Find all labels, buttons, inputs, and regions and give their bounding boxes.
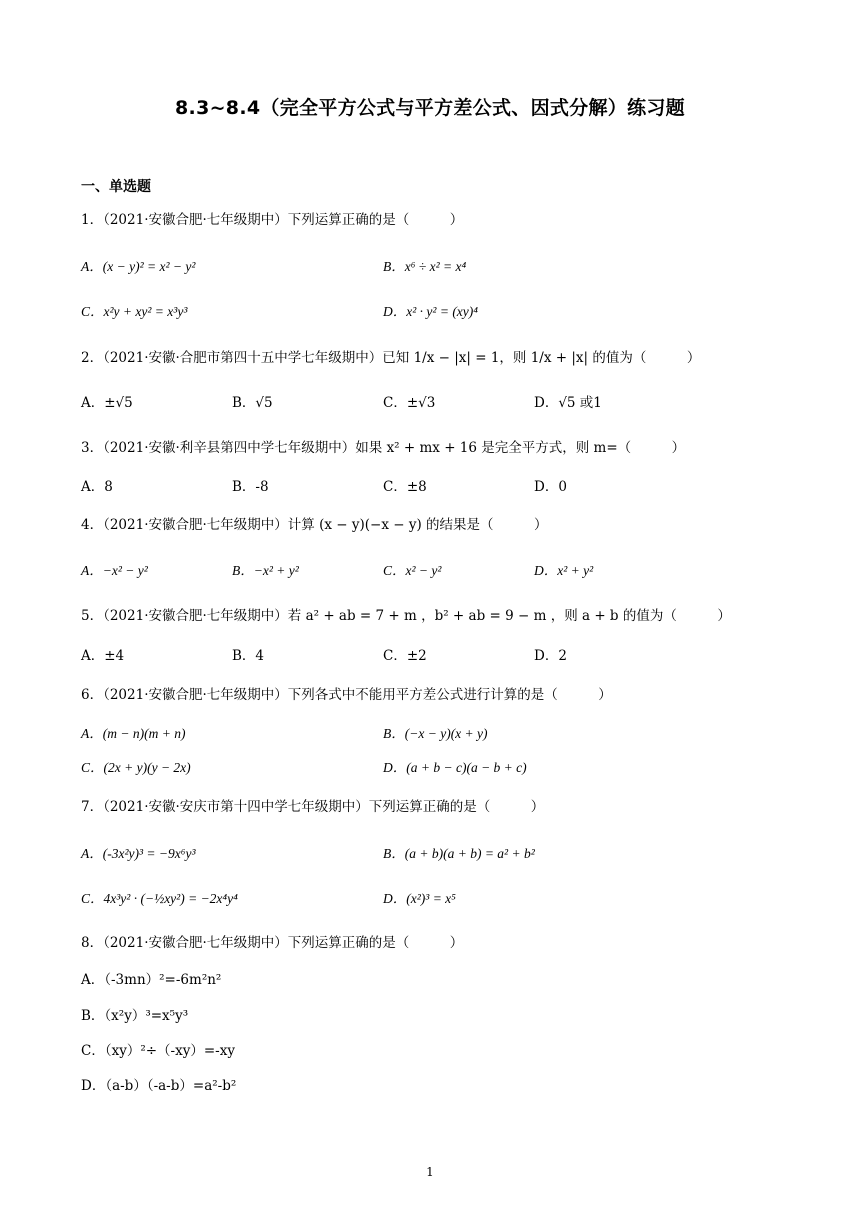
question-7-option-c: C．4x³y² · (−½xy²) = −2x⁴y⁴: [81, 891, 238, 906]
question-6-option-c: C．(2x + y)(y − 2x): [81, 760, 191, 775]
page-number: 1: [426, 1165, 434, 1179]
question-3-option-d: D．0: [534, 479, 567, 495]
question-3-option-c: C．±8: [383, 479, 427, 495]
question-1-option-a: A．(x − y)² = x² − y²: [81, 259, 196, 274]
question-8-option-b: B．（x²y）³=x⁵y³: [81, 1008, 189, 1024]
question-6-option-d: D．(a + b − c)(a − b + c): [383, 760, 527, 775]
question-2-option-a: A．±√5: [81, 395, 133, 411]
question-4-option-d: D．x² + y²: [534, 563, 594, 578]
question-4-option-c: C．x² − y²: [383, 563, 442, 578]
question-1-option-c: C．x²y + xy² = x³y³: [81, 304, 188, 319]
question-5-option-a: A．±4: [81, 648, 125, 664]
question-3-option-b: B．-8: [232, 479, 269, 495]
question-7-stem: 7．（2021·安徽·安庆市第十四中学七年级期中）下列运算正确的是（ ）: [81, 799, 545, 815]
question-7-option-b: B．(a + b)(a + b) = a² + b²: [383, 846, 535, 861]
question-8-option-d: D．（a-b）（-a-b）=a²-b²: [81, 1078, 237, 1094]
question-5-stem: 5．（2021·安徽合肥·七年级期中）若 a² + ab = 7 + m ，b² + ab = 9 − m ，则 a + b 的值为（ ）: [81, 608, 731, 624]
question-2-option-b: B．√5: [232, 395, 273, 411]
question-7-option-a: A．(-3x²y)³ = −9x⁶y³: [81, 846, 196, 861]
question-7-option-d: D．(x²)³ = x⁵: [383, 891, 456, 906]
question-5-option-d: D．2: [534, 648, 567, 664]
question-1-option-b: B．x⁶ ÷ x² = x⁴: [383, 259, 467, 274]
question-4-option-b: B．−x² + y²: [232, 563, 299, 578]
question-1-stem: 1．（2021·安徽合肥·七年级期中）下列运算正确的是（ ）: [81, 212, 464, 228]
question-3-stem: 3．（2021·安徽·利辛县第四中学七年级期中）如果 x² + mx + 16 是完全平方式，则 m=（ ）: [81, 440, 686, 456]
question-4-stem: 4．（2021·安徽合肥·七年级期中）计算 (x − y)(−x − y) 的结果是（ ）: [81, 517, 548, 533]
question-6-option-b: B．(−x − y)(x + y): [383, 726, 488, 741]
question-1-option-d: D．x² · y² = (xy)⁴: [383, 304, 478, 319]
question-8-stem: 8．（2021·安徽合肥·七年级期中）下列运算正确的是（ ）: [81, 935, 464, 951]
question-8-option-c: C．（xy）²÷（-xy）=-xy: [81, 1043, 235, 1059]
question-5-option-c: C．±2: [383, 648, 427, 664]
question-6-option-a: A．(m − n)(m + n): [81, 726, 186, 741]
question-5-option-b: B．4: [232, 648, 265, 664]
section-heading: 一、单选题: [81, 179, 151, 195]
question-2-option-d: D．√5 或1: [534, 395, 602, 411]
question-2-option-c: C．±√3: [383, 395, 436, 411]
question-8-option-a: A．（-3mn）²=-6m²n²: [81, 972, 222, 988]
question-2-stem: 2．（2021·安徽·合肥市第四十五中学七年级期中）已知 1/x − |x| = 1，则 1/x + |x| 的值为（ ）: [81, 350, 701, 366]
question-6-stem: 6．（2021·安徽合肥·七年级期中）下列各式中不能用平方差公式进行计算的是（ ）: [81, 687, 612, 703]
question-3-option-a: A．8: [81, 479, 113, 495]
document-title: 8.3~8.4（完全平方公式与平方差公式、因式分解）练习题: [175, 97, 685, 119]
question-4-option-a: A．−x² − y²: [81, 563, 148, 578]
